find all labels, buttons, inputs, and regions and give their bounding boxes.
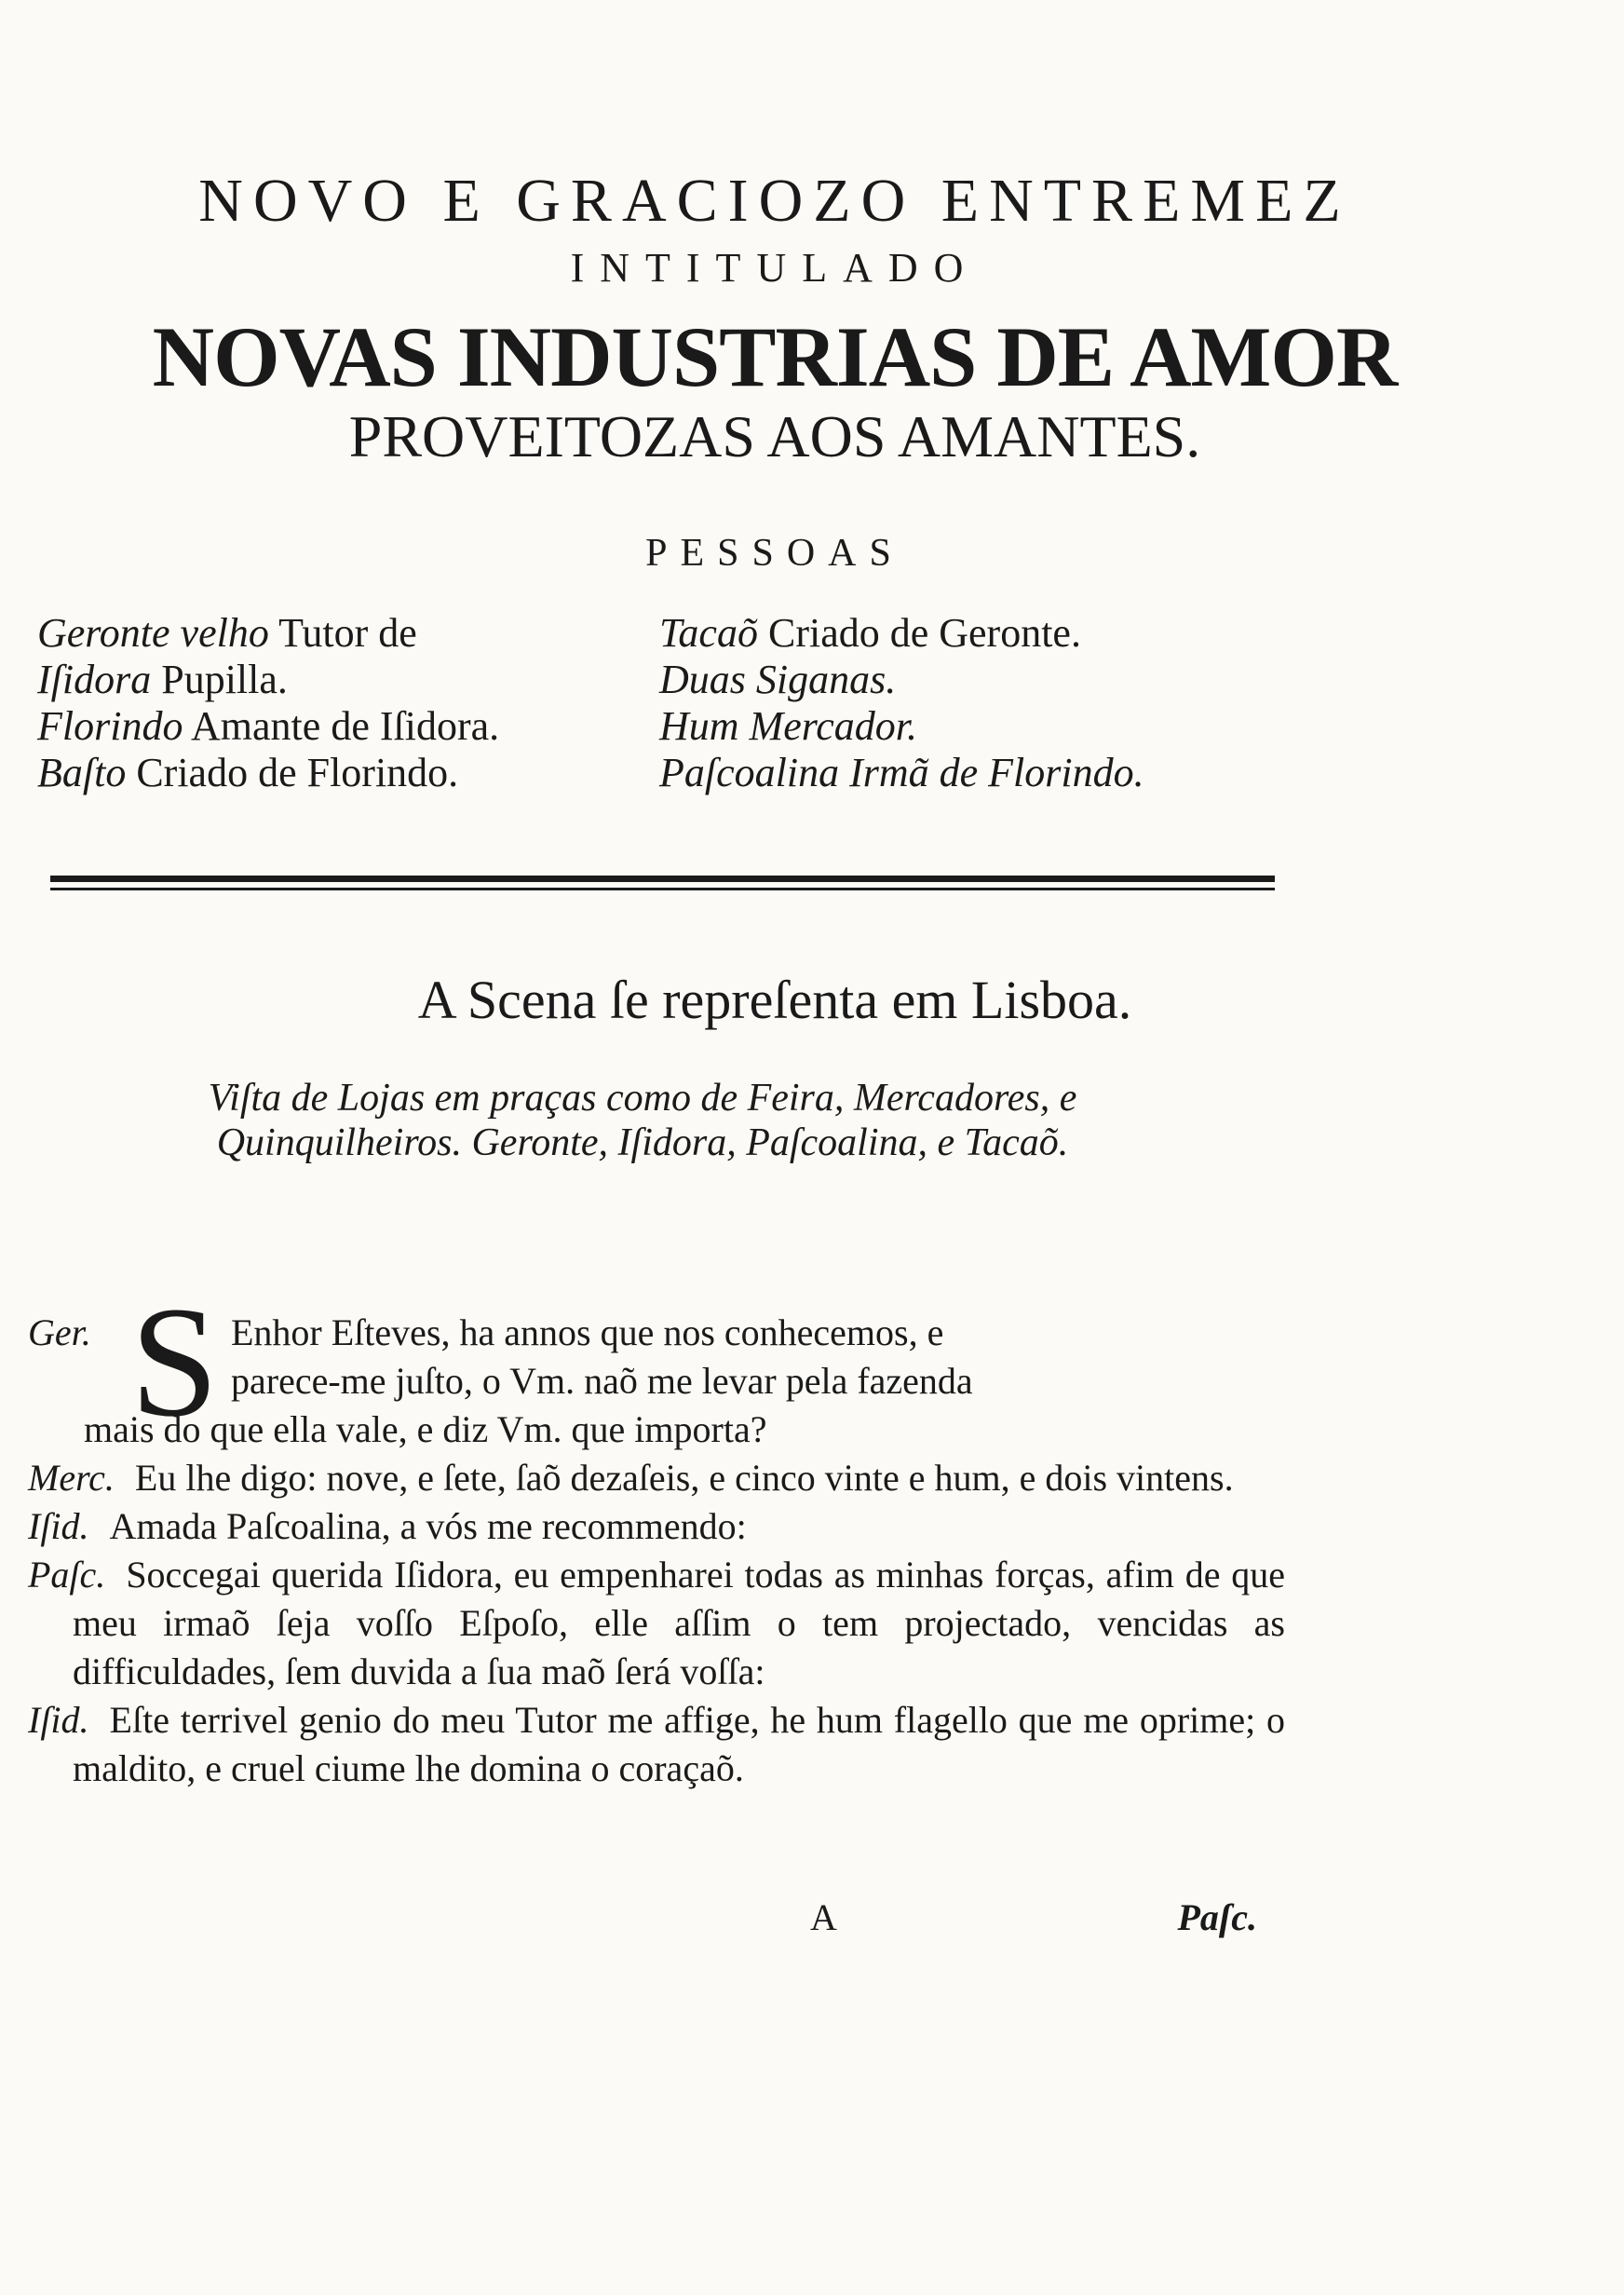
speech-line: mais do que ella vale, e diz Vm. que importa? — [84, 1408, 767, 1450]
cast-entry: Paſcoalina Irmã de Florindo. — [659, 750, 1144, 795]
header-line-2: INTITULADO — [570, 245, 980, 291]
speech-line: Enhor Eſteves, ha annos que nos conhecemos, e — [231, 1311, 944, 1353]
page-title: NOVAS INDUSTRIAS DE AMOR — [152, 309, 1398, 404]
speech-text: Eſte terrivel genio do meu Tutor me affige, he hum flagello que me oprime; o maldito, e cruel ciume lhe domina o coraçaõ. — [73, 1699, 1285, 1789]
speech-first — [28, 1274, 1285, 1454]
speech — [28, 1696, 1285, 1793]
thick-divider — [50, 876, 1275, 882]
cast-entry: Florindo Amante de Iſidora. — [37, 703, 500, 749]
speech-text: Soccegai querida Iſidora, eu empenharei todas as minhas forças, afim de que meu irmaõ ſeja voſſo Eſpoſo, elle aſſim o tem projectado, vencidas as difficuldades, ſem duvida a ſua maõ ſerá voſſa: — [73, 1554, 1285, 1692]
speech — [28, 1551, 1285, 1696]
speaker-name: Merc. — [28, 1457, 115, 1499]
dialogue — [28, 1274, 1285, 1793]
stage-direction: Viſta de Lojas em praças como de Feira, Mercadores, e Quinquilheiros. Geronte, Iſidora, Paſcoalina, e Tacaõ. — [208, 1077, 1077, 1164]
cast-entry: Tacaõ Criado de Geronte. — [659, 610, 1081, 656]
header-line-1: NOVO E GRACIOZO ENTREMEZ — [198, 167, 1351, 235]
speech-text: Eu lhe digo: nove, e ſete, ſaõ dezaſeis, e cinco vinte e hum, e dois vintens. — [134, 1457, 1234, 1499]
speech-text: Amada Paſcoalina, a vós me recommendo: — [109, 1505, 747, 1547]
speech — [28, 1454, 1285, 1502]
speaker-name: Paſc. — [28, 1554, 106, 1596]
cast-entry: Hum Mercador. — [659, 703, 917, 749]
drop-cap: S — [130, 1274, 219, 1449]
cast-entry: Geronte velho Tutor de — [37, 610, 417, 656]
scene-setting: A Scena ſe repreſenta em Lisboa. — [417, 970, 1132, 1030]
cast-entry: Baſto Criado de Florindo. — [37, 750, 459, 795]
speech — [28, 1502, 1285, 1551]
speaker-name: Iſid. — [28, 1505, 89, 1547]
cast-entry: Duas Siganas. — [659, 657, 897, 702]
speaker-name: Ger. — [28, 1311, 91, 1353]
signature-mark: A — [810, 1896, 837, 1938]
page-subtitle: PROVEITOZAS AOS AMANTES. — [348, 403, 1201, 469]
cast-heading: PESSOAS — [645, 532, 904, 575]
speaker-name: Iſid. — [28, 1699, 89, 1741]
thin-divider — [50, 888, 1275, 890]
catchword: Paſc. — [1177, 1896, 1257, 1938]
cast-list-left — [37, 610, 633, 796]
cast-list-right — [659, 610, 1311, 796]
speech-line: parece-me juſto, o Vm. naõ me levar pela fazenda — [231, 1360, 973, 1402]
cast-entry: Iſidora Pupilla. — [37, 657, 288, 702]
